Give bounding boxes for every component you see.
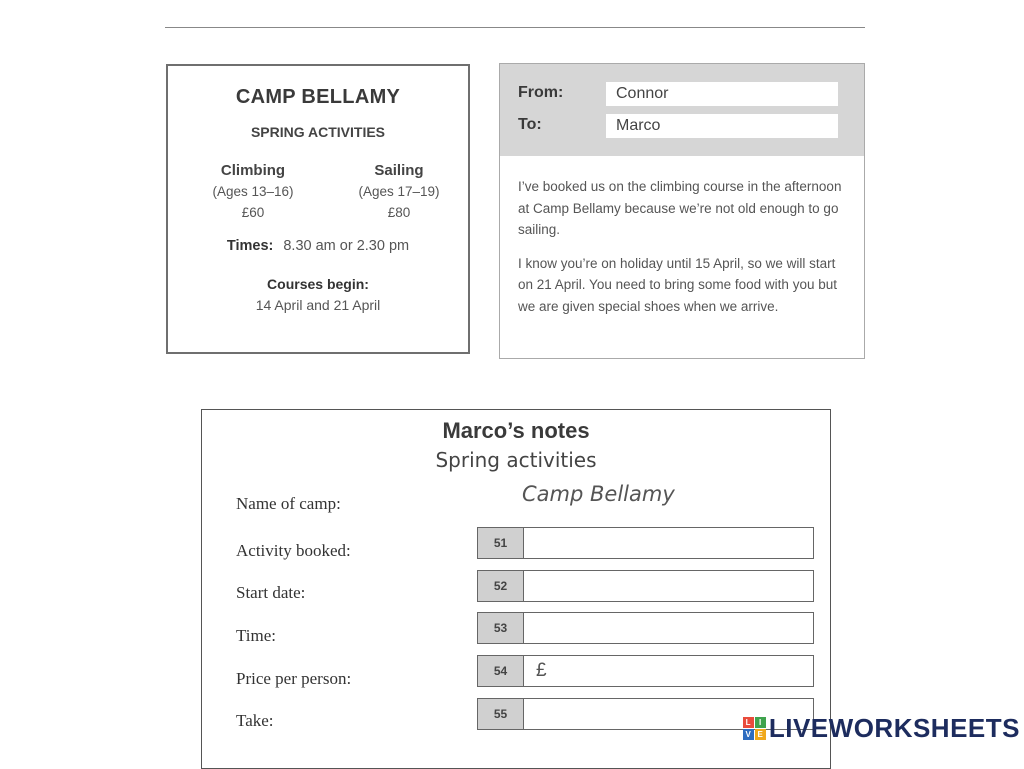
times-value: 8.30 am or 2.30 pm [283, 238, 410, 254]
liveworksheets-logo [743, 713, 1020, 744]
question-number: 53 [478, 613, 524, 643]
question-number: 52 [478, 571, 524, 601]
activity-name: Sailing [374, 162, 424, 179]
activity-ages: (Ages 13–16) [212, 184, 294, 199]
camp-name-label: Name of camp: [236, 494, 341, 513]
answer-51 [477, 527, 814, 559]
logo-icon: L I V E [743, 717, 766, 740]
camp-title: CAMP BELLAMY [235, 86, 401, 108]
times-line [168, 238, 468, 254]
to-label: To: [518, 116, 542, 133]
top-divider [165, 27, 865, 28]
brand-name: LIVEWORKSHEETS [768, 713, 1020, 743]
activity-name: Climbing [220, 162, 286, 179]
activity-price: £60 [241, 205, 265, 220]
answer-53 [477, 612, 814, 644]
price-input[interactable]: £ [524, 656, 813, 686]
time-label: Time: [236, 626, 277, 645]
time-input[interactable] [524, 613, 813, 643]
message-body [518, 176, 853, 329]
from-field: Connor [606, 82, 838, 106]
activity-booked-input[interactable] [524, 528, 813, 558]
activity-booked-label: Activity booked: [236, 541, 351, 560]
notes-subtitle: Spring activities [435, 448, 597, 472]
activity-ages: (Ages 17–19) [358, 184, 440, 199]
courses-value: 14 April and 21 April [255, 297, 381, 313]
take-label: Take: [236, 711, 274, 730]
camp-advert [166, 64, 470, 354]
start-date-input[interactable] [524, 571, 813, 601]
question-number: 55 [478, 699, 524, 729]
start-date-label: Start date: [236, 583, 306, 602]
activity-climbing [188, 160, 318, 223]
notes-form [201, 409, 831, 769]
courses-label: Courses begin: [267, 276, 369, 292]
activity-price: £80 [387, 205, 411, 220]
question-number: 54 [478, 656, 524, 686]
camp-subtitle: SPRING ACTIVITIES [250, 124, 386, 140]
notes-title: Marco’s notes [442, 418, 590, 443]
message-note [499, 63, 865, 359]
price-label: Price per person: [236, 669, 352, 688]
answer-52 [477, 570, 814, 602]
message-paragraph: I know you’re on holiday until 15 April, so we will start on 21 April. You need to bring some food with you but we are given special shoes when we arrive. [518, 255, 837, 314]
to-field: Marco [606, 114, 838, 138]
message-header [500, 64, 864, 156]
question-number: 51 [478, 528, 524, 558]
from-label: From: [518, 84, 564, 101]
camp-name-value: Camp Bellamy [522, 482, 675, 506]
courses-begin [168, 274, 468, 316]
message-paragraph: I’ve booked us on the climbing course in the afternoon at Camp Bellamy because we’re not old enough to go sailing. [518, 179, 842, 237]
activity-sailing [334, 160, 464, 223]
answer-54 [477, 655, 814, 687]
times-label: Times: [226, 238, 274, 254]
